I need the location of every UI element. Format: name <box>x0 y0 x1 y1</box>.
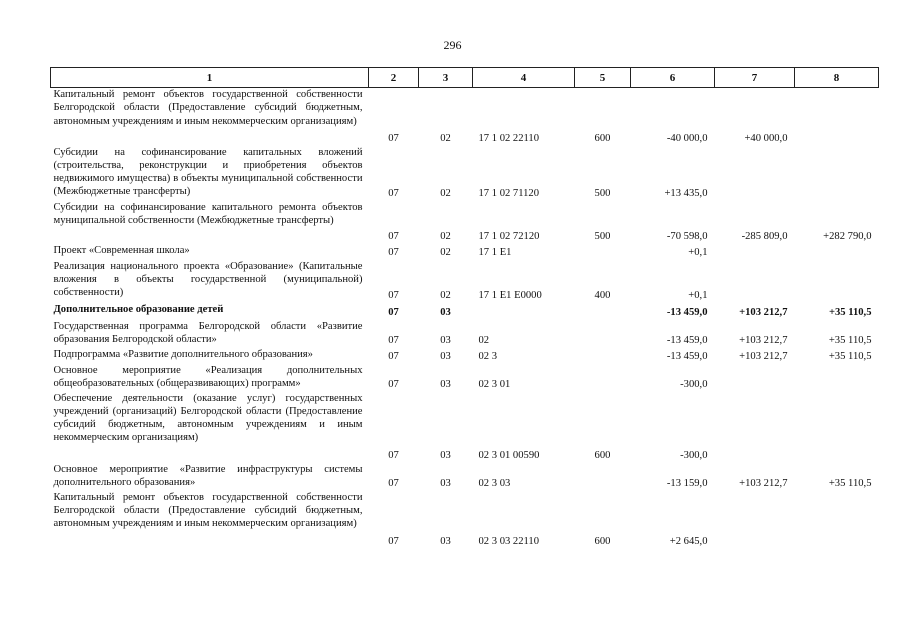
table-row <box>51 260 879 303</box>
expense-type-code: 500 <box>594 188 611 200</box>
expense-type-code <box>575 244 631 260</box>
subsection-code: 02 <box>440 188 451 200</box>
amount-col-7: +103 212,7 <box>739 351 788 363</box>
amount-col-6: +0,1 <box>688 247 708 259</box>
header-row <box>51 68 879 88</box>
row-name: Реализация национального проекта «Образование» (Капитальные вложения в объекты государственной (муниципальной) собственности) <box>53 260 363 299</box>
amount-col-6: -13 459,0 <box>666 351 708 363</box>
table-row <box>51 303 879 320</box>
amount-col-8 <box>795 88 879 146</box>
budget-table <box>50 67 879 549</box>
target-article-code: 02 <box>478 335 490 347</box>
amount-col-6: -70 598,0 <box>666 231 708 243</box>
amount-col-6: +0,1 <box>688 290 708 302</box>
amount-col-8: +282 790,0 <box>823 231 872 243</box>
amount-col-8: +35 110,5 <box>828 351 872 363</box>
expense-type-code <box>575 348 631 364</box>
row-name: Капитальный ремонт объектов государственной собственности Белгородской области (Предоставление субсидий бюджетным, автономным учреждениям и иным некоммерческим организациям) <box>53 89 363 127</box>
amount-col-6: +13 435,0 <box>664 188 708 200</box>
section-code: 07 <box>388 188 399 200</box>
row-name: Основное мероприятие «Развитие инфраструктуры системы дополнительного образования» <box>53 463 363 488</box>
amount-col-7: -285 809,0 <box>741 231 788 243</box>
subsection-code: 03 <box>440 307 451 319</box>
amount-col-8 <box>795 146 879 201</box>
expense-type-code: 400 <box>594 290 611 302</box>
section-code: 07 <box>388 290 399 302</box>
target-article-code <box>473 303 575 320</box>
row-name: Субсидии на софинансирование капитального ремонта объектов муниципальной собственности (Межбюджетные трансферты) <box>53 201 363 226</box>
expense-type-code: 600 <box>594 133 611 145</box>
expense-type-code <box>575 303 631 320</box>
section-code: 07 <box>388 335 399 347</box>
expense-type-code: 500 <box>594 231 611 243</box>
amount-col-7 <box>715 146 795 201</box>
subsection-code: 02 <box>440 133 451 145</box>
amount-col-6: -40 000,0 <box>666 133 708 145</box>
header-cell: 2 <box>369 68 419 88</box>
row-name: Обеспечение деятельности (оказание услуг) государственных учреждений (организаций) Белгородской области (Предоставление субсидий бюджетным, автономным учреждениям и иным некоммерческим организациям) <box>53 392 363 444</box>
amount-col-8: +35 110,5 <box>828 478 872 490</box>
amount-col-8 <box>795 260 879 303</box>
amount-col-6: +2 645,0 <box>669 536 708 548</box>
row-name: Основное мероприятие «Реализация дополнительных общеобразовательных (общеразвивающих) программ» <box>53 364 363 389</box>
section-code: 07 <box>388 450 399 462</box>
table-row <box>51 244 879 260</box>
amount-col-7: +103 212,7 <box>739 307 788 319</box>
section-code: 07 <box>388 247 399 259</box>
subsection-code: 03 <box>440 450 451 462</box>
target-article-code: 02 3 03 <box>478 478 511 490</box>
amount-col-7: +103 212,7 <box>739 335 788 347</box>
subsection-code: 03 <box>440 536 451 548</box>
page-number: 296 <box>443 38 462 52</box>
expense-type-code <box>575 364 631 392</box>
target-article-code: 17 1 02 71120 <box>478 188 540 200</box>
header-cell: 8 <box>795 68 879 88</box>
target-article-code: 17 1 02 22110 <box>478 133 540 145</box>
table-row <box>51 463 879 491</box>
amount-col-7: +103 212,7 <box>739 478 788 490</box>
section-code: 07 <box>388 133 399 145</box>
header-cell: 4 <box>473 68 575 88</box>
table-row <box>51 348 879 364</box>
target-article-code: 17 1 E1 <box>478 247 512 259</box>
table-row <box>51 201 879 244</box>
section-code: 07 <box>388 478 399 490</box>
target-article-code: 17 1 02 72120 <box>478 231 540 243</box>
expense-type-code <box>575 320 631 348</box>
subsection-code: 02 <box>440 290 451 302</box>
amount-col-7 <box>715 260 795 303</box>
amount-col-8 <box>795 491 879 549</box>
header-cell: 5 <box>575 68 631 88</box>
row-name: Подпрограмма «Развитие дополнительного образования» <box>53 348 313 360</box>
subsection-code: 03 <box>440 478 451 490</box>
amount-col-6: -13 159,0 <box>666 478 708 490</box>
table-row <box>51 320 879 348</box>
target-article-code: 02 3 01 <box>478 379 511 391</box>
row-name: Субсидии на софинансирование капитальных вложений (строительства, реконструкции и приобретения объектов недвижимого имущества) в объекты муниципальной собственности (Межбюджетные трансферты) <box>53 146 363 198</box>
table-row <box>51 88 879 146</box>
header-cell: 3 <box>419 68 473 88</box>
table-row <box>51 491 879 549</box>
subsection-code: 03 <box>440 335 451 347</box>
section-code: 07 <box>388 231 399 243</box>
row-name: Дополнительное образование детей <box>53 303 224 315</box>
row-name: Проект «Современная школа» <box>53 244 190 256</box>
subsection-code: 02 <box>440 231 451 243</box>
row-name: Государственная программа Белгородской области «Развитие образования Белгородской области» <box>53 320 363 345</box>
section-code: 07 <box>388 536 399 548</box>
target-article-code: 17 1 E1 E0000 <box>478 290 542 302</box>
amount-col-7 <box>715 364 795 392</box>
amount-col-8: +35 110,5 <box>828 335 872 347</box>
target-article-code: 02 3 01 00590 <box>478 450 540 462</box>
amount-col-8: +35 110,5 <box>828 307 872 319</box>
expense-type-code: 600 <box>594 450 611 462</box>
amount-col-7 <box>715 244 795 260</box>
expense-type-code <box>575 463 631 491</box>
header-cell: 1 <box>51 68 369 88</box>
amount-col-7 <box>715 392 795 463</box>
header-cell: 6 <box>631 68 715 88</box>
subsection-code: 03 <box>440 351 451 363</box>
subsection-code: 02 <box>440 247 451 259</box>
expense-type-code: 600 <box>594 536 611 548</box>
target-article-code: 02 3 03 22110 <box>478 536 540 548</box>
subsection-code: 03 <box>440 379 451 391</box>
amount-col-6: -300,0 <box>680 450 708 462</box>
amount-col-7 <box>715 491 795 549</box>
target-article-code: 02 3 <box>478 351 498 363</box>
amount-col-6: -13 459,0 <box>666 335 708 347</box>
table-row <box>51 146 879 201</box>
table-row <box>51 392 879 463</box>
amount-col-6: -13 459,0 <box>666 307 708 319</box>
row-name: Капитальный ремонт объектов государственной собственности Белгородской области (Предоставление субсидий бюджетным, автономным учреждениям и иным некоммерческим организациям) <box>53 491 363 530</box>
amount-col-7: +40 000,0 <box>744 133 788 145</box>
table-row <box>51 364 879 392</box>
section-code: 07 <box>388 351 399 363</box>
amount-col-8 <box>795 364 879 392</box>
section-code: 07 <box>388 379 399 391</box>
amount-col-8 <box>795 392 879 463</box>
header-cell: 7 <box>715 68 795 88</box>
amount-col-8 <box>795 244 879 260</box>
amount-col-6: -300,0 <box>680 379 708 391</box>
section-code: 07 <box>388 307 399 319</box>
